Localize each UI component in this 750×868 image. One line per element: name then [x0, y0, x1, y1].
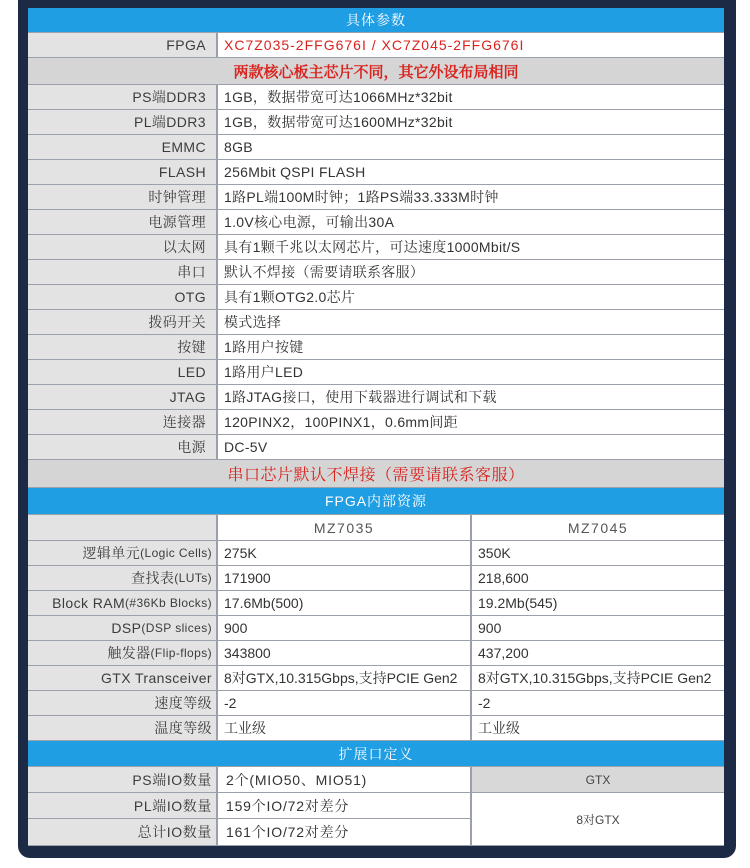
- resource-label: [28, 641, 218, 665]
- spec-label: FLASH: [28, 160, 218, 184]
- spec-label: 串口: [28, 260, 218, 284]
- column-header-mz7035: MZ7035: [218, 515, 472, 540]
- expansion-label-total-io: 总计IO数量: [28, 819, 218, 846]
- resource-label: [28, 541, 218, 565]
- resource-value-mz7045: 437,200: [472, 641, 724, 665]
- resource-label-name: 温度等级: [154, 720, 212, 736]
- resource-label: [28, 566, 218, 590]
- spec-value: 1路JTAG接口，使用下载器进行调试和下载: [218, 385, 724, 409]
- spec-value: 1路PL端100M时钟；1路PS端33.333M时钟: [218, 185, 724, 209]
- spec-value: 256Mbit QSPI FLASH: [218, 160, 724, 184]
- resource-label: [28, 616, 218, 640]
- spec-label: LED: [28, 360, 218, 384]
- resource-value-mz7045: 工业级: [472, 716, 724, 740]
- spec-row-otg: [28, 285, 724, 310]
- spec-row-emmc: [28, 135, 724, 160]
- spec-row-jtag: [28, 385, 724, 410]
- spec-value: 具有1颗OTG2.0芯片: [218, 285, 724, 309]
- expansion-label-ps-io: PS端IO数量: [28, 767, 218, 793]
- spec-row-ethernet: [28, 235, 724, 260]
- spec-value: DC-5V: [218, 435, 724, 459]
- spec-row-dip-switch: [28, 310, 724, 335]
- resource-label: [28, 716, 218, 740]
- resource-label-note: (Flip-flops): [150, 646, 212, 660]
- resource-label-note: (DSP slices): [141, 621, 212, 635]
- resource-value-mz7045: 8对GTX,10.315Gbps,支持PCIE Gen2: [472, 666, 724, 690]
- expansion-value-ps-io: 2个(MIO50、MIO51): [218, 767, 472, 793]
- resource-row-logic-cells: [28, 541, 724, 566]
- spec-value: 默认不焊接（需要请联系客服）: [218, 260, 724, 284]
- resource-value-mz7035: 343800: [218, 641, 472, 665]
- spec-row-serial: [28, 260, 724, 285]
- resources-column-header-row: [28, 515, 724, 541]
- spec-row-pl-ddr3: [28, 110, 724, 135]
- resource-row-block-ram: [28, 591, 724, 616]
- spec-row-power: [28, 435, 724, 460]
- resource-value-mz7035: 8对GTX,10.315Gbps,支持PCIE Gen2: [218, 666, 472, 690]
- core-board-note: 两款核心板主芯片不同，其它外设布局相同: [28, 58, 724, 85]
- spec-row-connector: [28, 410, 724, 435]
- spec-value: 1路用户LED: [218, 360, 724, 384]
- expansion-label-pl-io: PL端IO数量: [28, 793, 218, 819]
- resource-label-note: (LUTs): [174, 571, 212, 585]
- spec-label: JTAG: [28, 385, 218, 409]
- spec-label: 拨码开关: [28, 310, 218, 334]
- resource-label-name: GTX Transceiver: [100, 670, 212, 686]
- resource-value-mz7035: 900: [218, 616, 472, 640]
- spec-row-clock: [28, 185, 724, 210]
- resource-label-note: (#36Kb Blocks): [125, 596, 212, 610]
- expansion-table: [28, 767, 724, 846]
- spec-value-fpga-part: XC7Z035-2FFG676I / XC7Z045-2FFG676I: [218, 33, 724, 57]
- expansion-value-total-io: 161个IO/72对差分: [218, 819, 472, 846]
- spec-label: 电源管理: [28, 210, 218, 234]
- spec-row-fpga: [28, 33, 724, 58]
- spec-value: 1路用户按键: [218, 335, 724, 359]
- spec-value: 1.0V核心电源，可输出30A: [218, 210, 724, 234]
- resources-corner-cell: [28, 515, 218, 540]
- resource-label-note: (Logic Cells): [140, 546, 212, 560]
- resource-value-mz7045: 19.2Mb(545): [472, 591, 724, 615]
- spec-label: 以太网: [28, 235, 218, 259]
- spec-value: 1GB，数据带宽可达1066MHz*32bit: [218, 85, 724, 109]
- resource-value-mz7035: 17.6Mb(500): [218, 591, 472, 615]
- resource-label-name: 逻辑单元: [82, 545, 141, 561]
- resource-label-name: 速度等级: [154, 695, 212, 711]
- section-header-resources: FPGA内部资源: [28, 488, 724, 515]
- resource-value-mz7035: -2: [218, 691, 472, 715]
- section-header-specs: 具体参数: [28, 8, 724, 33]
- spec-label: 按键: [28, 335, 218, 359]
- resource-row-gtx-transceiver: [28, 666, 724, 691]
- spec-row-ps-ddr3: [28, 85, 724, 110]
- spec-label: PL端DDR3: [28, 110, 218, 134]
- serial-chip-note: 串口芯片默认不焊接（需要请联系客服）: [28, 460, 724, 488]
- spec-row-power-management: [28, 210, 724, 235]
- resource-row-speed-grade: [28, 691, 724, 716]
- expansion-value-pl-io: 159个IO/72对差分: [218, 793, 472, 819]
- spec-value: 具有1颗千兆以太网芯片，可达速度1000Mbit/S: [218, 235, 724, 259]
- section-header-expansion: 扩展口定义: [28, 741, 724, 767]
- resource-row-flip-flops: [28, 641, 724, 666]
- resource-label: [28, 691, 218, 715]
- spec-label: 时钟管理: [28, 185, 218, 209]
- expansion-gtx-value: 8对GTX: [472, 793, 724, 846]
- spec-label: 电源: [28, 435, 218, 459]
- column-header-mz7045: MZ7045: [472, 515, 724, 540]
- resource-value-mz7035: 275K: [218, 541, 472, 565]
- spec-value: 8GB: [218, 135, 724, 159]
- resource-value-mz7045: 900: [472, 616, 724, 640]
- spec-label: OTG: [28, 285, 218, 309]
- spec-sheet: [28, 8, 724, 846]
- spec-row-flash: [28, 160, 724, 185]
- resource-value-mz7035: 工业级: [218, 716, 472, 740]
- resource-row-luts: [28, 566, 724, 591]
- resource-row-temperature-grade: [28, 716, 724, 741]
- spec-label: PS端DDR3: [28, 85, 218, 109]
- resource-label: [28, 666, 218, 690]
- spec-label: 连接器: [28, 410, 218, 434]
- expansion-gtx-header: GTX: [472, 767, 724, 793]
- spec-value: 120PINX2，100PINX1，0.6mm间距: [218, 410, 724, 434]
- resource-label-name: DSP: [111, 620, 142, 636]
- spec-row-led: [28, 360, 724, 385]
- spec-label: EMMC: [28, 135, 218, 159]
- resource-label-name: 触发器: [107, 645, 151, 661]
- spec-label-fpga: FPGA: [28, 33, 218, 57]
- resources-table: [28, 488, 724, 741]
- resource-value-mz7045: -2: [472, 691, 724, 715]
- spec-value: 1GB，数据带宽可达1600MHz*32bit: [218, 110, 724, 134]
- resource-label: [28, 591, 218, 615]
- resource-label-name: 查找表: [131, 570, 175, 586]
- resource-row-dsp: [28, 616, 724, 641]
- resource-value-mz7035: 171900: [218, 566, 472, 590]
- resource-label-name: Block RAM: [52, 595, 126, 611]
- resource-value-mz7045: 350K: [472, 541, 724, 565]
- spec-row-button: [28, 335, 724, 360]
- spec-value: 模式选择: [218, 310, 724, 334]
- resource-value-mz7045: 218,600: [472, 566, 724, 590]
